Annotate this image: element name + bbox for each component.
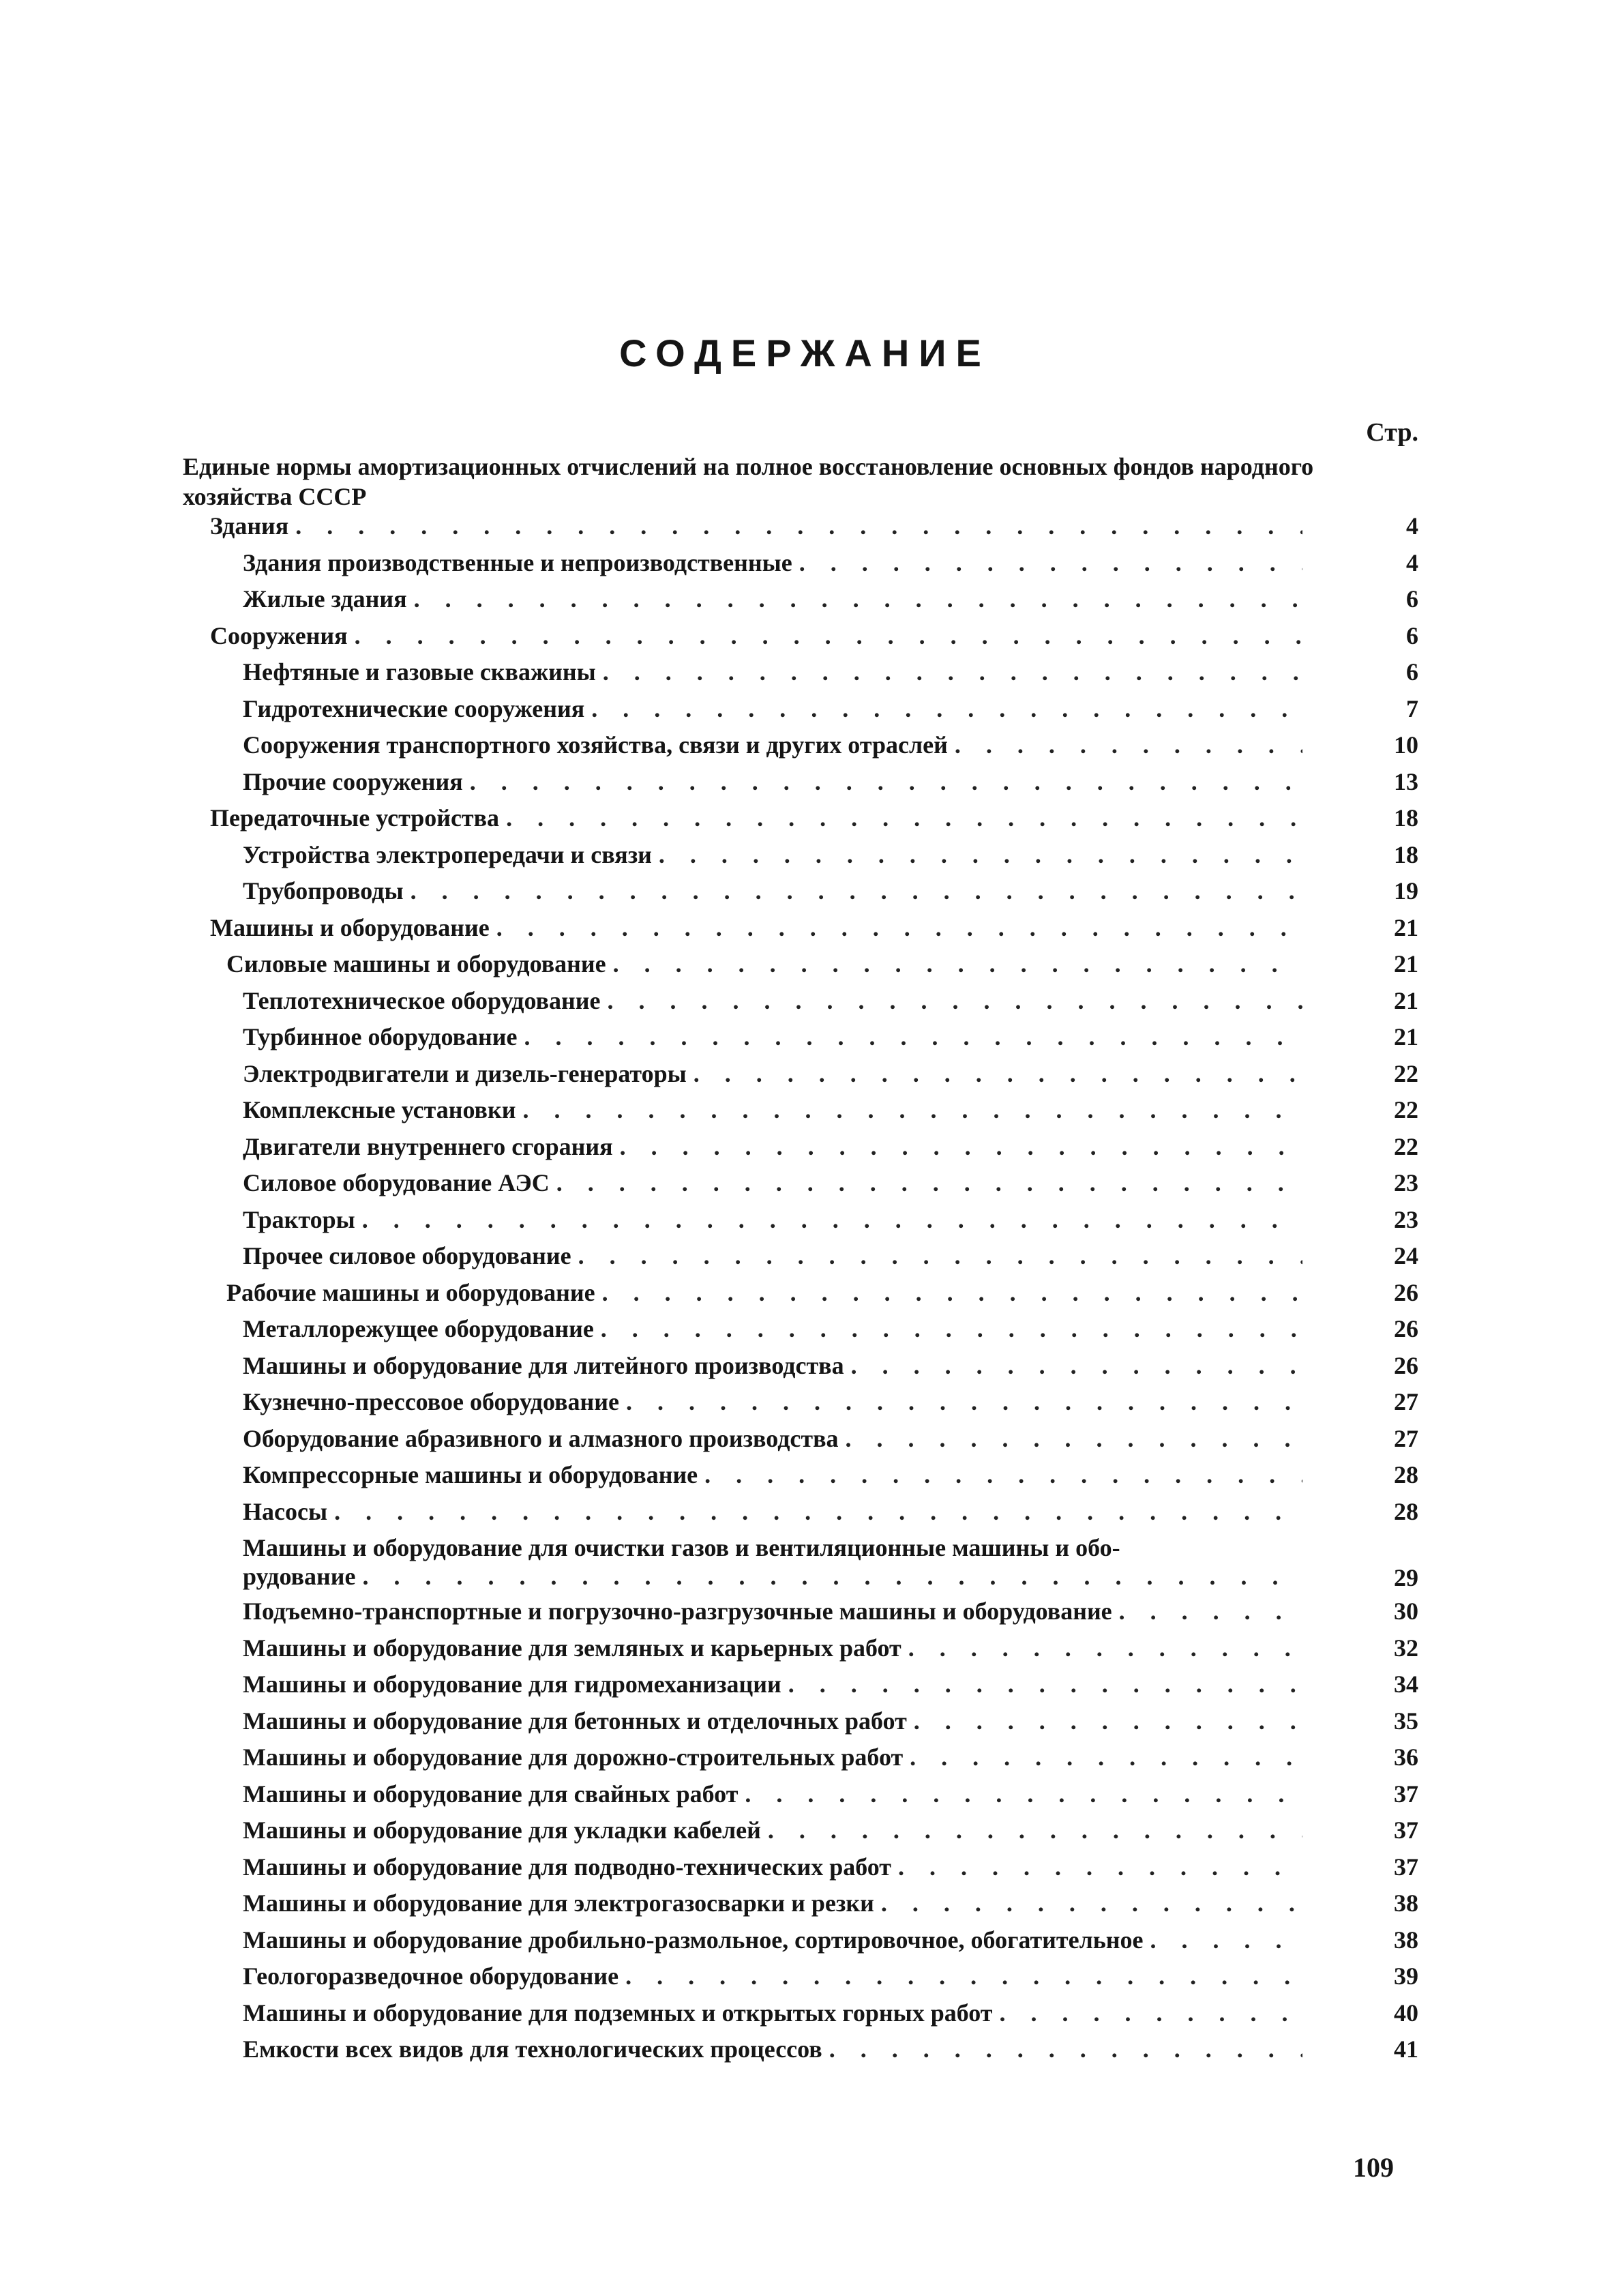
toc-entry <box>183 1670 1418 1707</box>
toc-entry-label: Жилые здания <box>243 585 407 613</box>
toc-entry <box>183 1780 1418 1816</box>
toc-entry-body <box>243 1460 1418 1497</box>
toc-entry-page: 23 <box>1394 1205 1418 1233</box>
toc-entry-label: Гидротехнические сооружения <box>243 694 585 722</box>
toc-entry-label: Машины и оборудование для электрогазосварки и резки <box>243 1889 874 1917</box>
toc-entry-label: Металлорежущее оборудование <box>243 1315 594 1342</box>
toc-entry <box>183 1424 1418 1461</box>
toc-entry <box>183 1926 1418 1962</box>
toc-entry-label: Рабочие машины и оборудование <box>226 1278 595 1306</box>
toc-entry <box>183 621 1418 658</box>
toc-entry-page: 22 <box>1394 1059 1418 1087</box>
toc-entry-page: 28 <box>1394 1461 1418 1488</box>
toc-entry <box>183 548 1418 585</box>
toc-entry <box>183 767 1418 804</box>
toc-entry-label: Кузнечно-прессовое оборудование <box>243 1388 619 1415</box>
toc-entry-label: Комплексные установки <box>243 1096 516 1123</box>
toc-entry-label: Нефтяные и газовые скважины <box>243 658 596 686</box>
toc-entry-page: 26 <box>1394 1351 1418 1379</box>
toc-entry-page: 21 <box>1394 913 1418 941</box>
dot-leader <box>613 950 1302 978</box>
intro-heading: Единые нормы амортизационных отчислений на полное восстановление основных фондов народного хозяйства СССР <box>183 453 1314 510</box>
toc-entry-body <box>243 694 1418 731</box>
dot-leader <box>704 1460 1302 1489</box>
toc-entry-body <box>226 950 1418 986</box>
dot-leader <box>603 658 1302 686</box>
toc-entry <box>183 1889 1418 1926</box>
toc-entry <box>183 1597 1418 1634</box>
toc-entry-label: Машины и оборудование дробильно-размольное, сортировочное, обогатительное <box>243 1926 1144 1954</box>
toc-entry-page: 6 <box>1406 585 1418 613</box>
toc-entry-body <box>243 877 1418 913</box>
toc-entry-body <box>243 548 1418 585</box>
dot-leader <box>470 767 1302 796</box>
toc-entry <box>183 1387 1418 1424</box>
dot-leader <box>829 2035 1302 2063</box>
dot-leader <box>626 1387 1302 1416</box>
toc-entry-body <box>243 1059 1418 1096</box>
toc-entry-body <box>243 1962 1418 1999</box>
toc-entry-body <box>243 840 1418 877</box>
toc-entry-page: 18 <box>1394 804 1418 831</box>
dot-leader <box>602 1278 1302 1307</box>
toc-entry-body <box>243 1095 1418 1132</box>
toc-entry-body <box>243 1926 1418 1962</box>
toc-entry-body <box>243 1743 1418 1780</box>
toc-entry-page: 30 <box>1394 1598 1418 1625</box>
toc-entry-page: 21 <box>1394 986 1418 1014</box>
toc-entry-page: 37 <box>1394 1780 1418 1808</box>
toc-entry-page: 4 <box>1406 548 1418 576</box>
toc-entry-page: 21 <box>1394 950 1418 977</box>
toc-entry-body <box>243 1132 1418 1169</box>
toc-entry-body <box>243 585 1418 621</box>
toc-entry-label: Машины и оборудование <box>210 913 490 941</box>
toc-entry-page: 38 <box>1394 1926 1418 1954</box>
toc-entry-label: Двигатели внутреннего сгорания <box>243 1132 613 1160</box>
dot-leader <box>1150 1926 1302 1954</box>
toc-entry <box>183 1241 1418 1278</box>
contents-title: СОДЕРЖАНИЕ <box>619 332 991 374</box>
toc-entry-page: 34 <box>1394 1671 1418 1698</box>
dot-leader <box>496 913 1302 942</box>
dot-leader <box>625 1962 1302 1990</box>
toc-entry-label: Машины и оборудование для литейного производства <box>243 1351 844 1379</box>
toc-entry-label: Устройства электропередачи и связи <box>243 840 652 868</box>
toc-entry-body <box>243 2035 1418 2072</box>
toc-entry-page: 10 <box>1394 731 1418 759</box>
dot-leader <box>607 986 1302 1015</box>
toc-entry-body <box>243 1022 1418 1059</box>
dot-leader <box>788 1670 1302 1698</box>
toc-entry-page: 35 <box>1394 1707 1418 1735</box>
toc-entry-label: Машины и оборудование для свайных работ <box>243 1780 739 1808</box>
toc-entry-page: 13 <box>1394 767 1418 795</box>
toc-entry-body <box>243 1497 1418 1534</box>
toc-entry <box>183 877 1418 913</box>
toc-entry-body <box>210 804 1418 840</box>
toc-entry-label: Машины и оборудование для дорожно-строительных работ <box>243 1743 904 1771</box>
dot-leader <box>914 1707 1302 1735</box>
toc-entry <box>183 1351 1418 1388</box>
toc-entry-label: Машины и оборудование для гидромеханизации <box>243 1671 781 1698</box>
toc-entry-page: 19 <box>1394 877 1418 904</box>
toc-entry <box>183 1999 1418 2035</box>
toc-entry-label: Машины и оборудование для подземных и открытых горных работ <box>243 1999 993 2027</box>
toc-entry-label: Здания <box>210 512 289 540</box>
toc-entry-body <box>243 1533 1418 1597</box>
toc-entry-page: 18 <box>1394 840 1418 868</box>
toc-entry <box>183 1707 1418 1743</box>
toc-entry-body <box>243 731 1418 767</box>
toc-entry-label: Машины и оборудование для укладки кабелей <box>243 1816 761 1844</box>
toc-entry <box>183 1314 1418 1351</box>
toc-entry-label: Трубопроводы <box>243 877 404 904</box>
dot-leader <box>768 1816 1302 1844</box>
dot-leader <box>522 1095 1302 1124</box>
toc-entry-body <box>243 1816 1418 1853</box>
toc-entry-body <box>243 1634 1418 1671</box>
toc-entry <box>183 950 1418 986</box>
dot-leader <box>745 1780 1302 1808</box>
toc-entry <box>183 658 1418 694</box>
dot-leader <box>799 548 1302 577</box>
toc-entry <box>183 585 1418 621</box>
toc-entry-page: 22 <box>1394 1132 1418 1160</box>
dot-leader <box>846 1424 1302 1453</box>
toc-entry-label: Машины и оборудование для бетонных и отделочных работ <box>243 1707 907 1735</box>
toc-entry <box>183 1497 1418 1534</box>
toc-entry-body <box>243 1853 1418 1889</box>
page-column-label: Стр. <box>1366 418 1418 447</box>
page-number: 109 <box>1353 2152 1394 2183</box>
dot-leader <box>881 1889 1302 1917</box>
toc-entry <box>183 840 1418 877</box>
dot-leader <box>414 585 1302 613</box>
dot-leader <box>659 840 1302 869</box>
toc-entry-body <box>210 621 1418 658</box>
toc-entry-body <box>243 1707 1418 1743</box>
toc-entry-label: Геологоразведочное оборудование <box>243 1962 619 1990</box>
dot-leader <box>620 1132 1302 1161</box>
toc-entry <box>183 986 1418 1023</box>
toc-entry-body <box>243 1314 1418 1351</box>
toc-entry-page: 37 <box>1394 1853 1418 1881</box>
toc-entry <box>183 804 1418 840</box>
dot-leader <box>694 1059 1302 1088</box>
toc-entry-body <box>243 1597 1418 1634</box>
dot-leader <box>362 1205 1302 1234</box>
toc-entry-page: 27 <box>1394 1388 1418 1415</box>
toc-entry-label: Машины и оборудование для подводно-технических работ <box>243 1853 891 1881</box>
dot-leader <box>851 1351 1302 1380</box>
toc-entry-page: 38 <box>1394 1889 1418 1917</box>
toc-entry-body <box>243 1351 1418 1388</box>
toc-entry <box>183 1278 1418 1315</box>
toc-entry-page: 37 <box>1394 1816 1418 1844</box>
dot-leader <box>601 1314 1302 1343</box>
toc-entry-page: 26 <box>1394 1278 1418 1306</box>
toc-entry-label: Здания производственные и непроизводственные <box>243 548 792 576</box>
toc-entry <box>183 1853 1418 1889</box>
toc-entry-body <box>243 1241 1418 1278</box>
toc-entry <box>183 1816 1418 1853</box>
toc-entry-page: 7 <box>1406 694 1418 722</box>
dot-leader <box>955 731 1302 759</box>
toc-entry <box>183 1168 1418 1205</box>
toc-entry-page: 40 <box>1394 1999 1418 2027</box>
toc-entry-label: Турбинное оборудование <box>243 1023 518 1050</box>
toc-entry <box>183 1059 1418 1096</box>
toc-entry <box>183 913 1418 950</box>
toc-entry-body <box>243 1424 1418 1461</box>
toc-entry-label: Машины и оборудование для земляных и карьерных работ <box>243 1634 901 1662</box>
toc-entry <box>183 731 1418 767</box>
dot-leader <box>591 694 1302 723</box>
toc-entry <box>183 1460 1418 1497</box>
dot-leader <box>908 1634 1302 1662</box>
toc-entry-body <box>243 1780 1418 1816</box>
toc-entry-label: Тракторы <box>243 1205 355 1233</box>
dot-leader <box>898 1853 1302 1881</box>
toc-entry-body <box>243 1168 1418 1205</box>
toc-entry-page: 21 <box>1394 1023 1418 1050</box>
toc-entry-body <box>243 986 1418 1023</box>
toc-entry <box>183 1743 1418 1780</box>
dot-leader <box>295 512 1302 540</box>
dot-leader <box>355 621 1302 650</box>
dot-leader <box>578 1241 1302 1270</box>
toc-entry-label: Оборудование абразивного и алмазного производства <box>243 1424 839 1452</box>
toc-entry <box>183 1533 1418 1597</box>
toc-entry-label: Насосы <box>243 1497 328 1525</box>
toc-entry-body <box>210 913 1418 950</box>
toc-entry <box>183 512 1418 548</box>
toc-entry-page: 6 <box>1406 621 1418 649</box>
toc-entry-page: 26 <box>1394 1315 1418 1342</box>
dot-leader <box>1119 1597 1302 1625</box>
dot-leader <box>910 1743 1302 1771</box>
toc-entry-label: Прочее силовое оборудование <box>243 1242 571 1269</box>
toc-entry-page: 4 <box>1406 512 1418 540</box>
toc-entry-page: 22 <box>1394 1096 1418 1123</box>
dot-leader <box>524 1022 1302 1051</box>
toc-entry-page: 41 <box>1394 2035 1418 2063</box>
toc-entry <box>183 1132 1418 1169</box>
dot-leader <box>411 877 1302 905</box>
toc-entry-body <box>210 512 1418 548</box>
dot-leader <box>363 1562 1303 1591</box>
toc-entry-body <box>243 1670 1418 1707</box>
dot-leader <box>556 1168 1302 1197</box>
toc-entry-page: 32 <box>1394 1634 1418 1662</box>
dot-leader <box>334 1497 1302 1526</box>
toc-entry <box>183 1022 1418 1059</box>
toc-entry-body <box>243 1205 1418 1242</box>
toc-entry-label: Электродвигатели и дизель-генераторы <box>243 1059 687 1087</box>
toc-entry-label: Силовое оборудование АЭС <box>243 1169 550 1196</box>
toc-entry-body <box>243 1999 1418 2035</box>
dot-leader <box>506 804 1302 832</box>
toc-entry-label: Сооружения <box>210 621 348 649</box>
toc-entry-page: 27 <box>1394 1424 1418 1452</box>
toc-entry <box>183 2035 1418 2072</box>
toc-entry-page: 39 <box>1394 1962 1418 1990</box>
toc-entry-label: Теплотехническое оборудование <box>243 986 601 1014</box>
toc-entry-label: Сооружения транспортного хозяйства, связи и других отраслей <box>243 731 948 759</box>
toc-entry-page: 6 <box>1406 658 1418 686</box>
toc-entry-label: Компрессорные машины и оборудование <box>243 1461 698 1488</box>
dot-leader <box>999 1999 1302 2027</box>
toc-entry-page: 28 <box>1394 1497 1418 1525</box>
toc-entry-label-continued: рудование <box>243 1563 356 1590</box>
toc-entry-label: Передаточные устройства <box>210 804 500 831</box>
toc-entry-body <box>243 1387 1418 1424</box>
toc-entry-label: Прочие сооружения <box>243 767 463 795</box>
toc-entry <box>183 694 1418 731</box>
toc-entry-page: 36 <box>1394 1743 1418 1771</box>
toc-entry <box>183 1095 1418 1132</box>
toc-entry-body <box>243 767 1418 804</box>
toc-entry-label: Машины и оборудование для очистки газов и вентиляционные машины и обо- <box>243 1534 1120 1561</box>
toc-entry-page: 23 <box>1394 1169 1418 1196</box>
table-of-contents <box>183 512 1418 2072</box>
toc-entry <box>183 1205 1418 1242</box>
toc-entry <box>183 1962 1418 1999</box>
toc-entry-label: Силовые машины и оборудование <box>226 950 606 977</box>
toc-entry-body <box>243 658 1418 694</box>
toc-entry-body <box>226 1278 1418 1315</box>
toc-entry <box>183 1634 1418 1671</box>
toc-entry-page: 24 <box>1394 1242 1418 1269</box>
toc-entry-body <box>243 1889 1418 1926</box>
toc-entry-label: Подъемно-транспортные и погрузочно-разгрузочные машины и оборудование <box>243 1598 1112 1625</box>
toc-entry-label: Емкости всех видов для технологических процессов <box>243 2035 822 2063</box>
toc-entry-page: 29 <box>1394 1564 1418 1591</box>
